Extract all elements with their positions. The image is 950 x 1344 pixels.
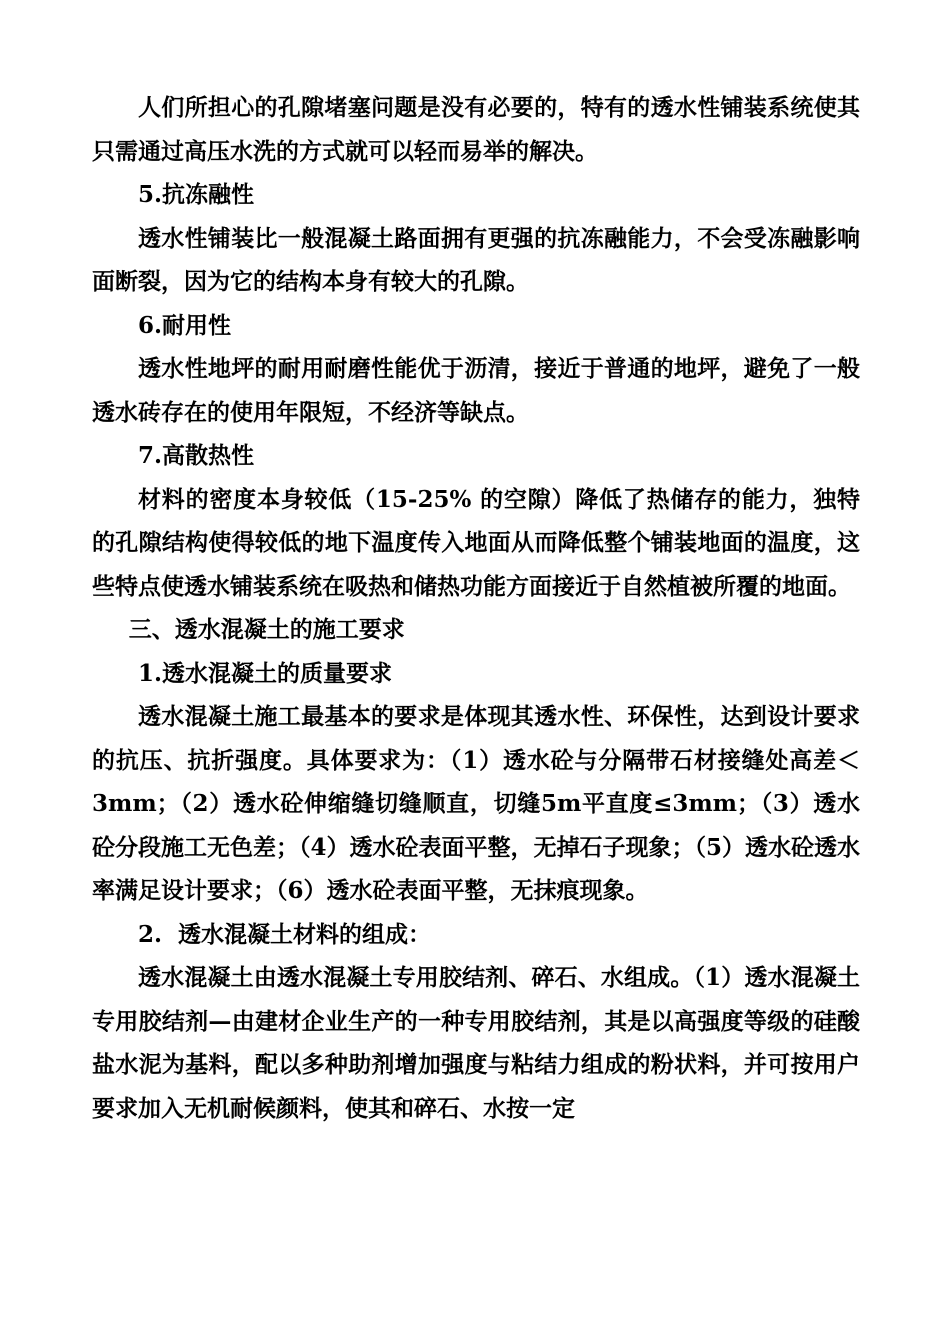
paragraph-durability: 透水性地坪的耐用耐磨性能优于沥清，接近于普通的地坪，避免了一般透水砖存在的使用年限短，不经济等缺点。 — [92, 355, 860, 426]
paragraph-material-composition: 透水混凝土由透水混凝土专用胶结剂、碎石、水组成。（1）透水混凝土专用胶结剂—由建材企业生产的一种专用胶结剂，其是以高强度等级的硅酸盐水泥为基料，配以多种助剂增加强度与粘结力组成的粉状料，并可按用户要求加入无机耐候颜料，使其和碎石、水按一定 — [92, 964, 860, 1122]
heading-material-composition: 2. 透水混凝土材料的组成： — [138, 920, 432, 948]
paragraph-freeze-thaw: 透水性铺装比一般混凝土路面拥有更强的抗冻融能力，不会受冻融影响面断裂，因为它的结构本身有较大的孔隙。 — [92, 224, 860, 295]
heading-freeze-thaw: 5.抗冻融性 — [138, 181, 255, 208]
document-body — [92, 86, 860, 1130]
heading-quality-requirements: 1.透水混凝土的质量要求 — [138, 659, 393, 687]
paragraph-pore-clogging: 人们所担心的孔隙堵塞问题是没有必要的，特有的透水性铺装系统使其只需通过高压水洗的方式就可以轻而易举的解决。 — [92, 94, 860, 165]
paragraph-heat-dissipation: 材料的密度本身较低（15-25% 的空隙）降低了热储存的能力，独特的孔隙结构使得较低的地下温度传入地面从而降低整个铺装地面的温度，这些特点使透水铺装系统在吸热和储热功能方面接近于自然植被所覆的地面。 — [92, 485, 860, 600]
section-title-construction-requirements: 三、透水混凝土的施工要求 — [128, 616, 405, 643]
heading-durability: 6.耐用性 — [138, 311, 232, 339]
paragraph-quality-requirements: 透水混凝土施工最基本的要求是体现其透水性、环保性，达到设计要求的抗压、抗折强度。具体要求为：（1）透水砼与分隔带石材接缝处高差＜3mm；（2）透水砼伸缩缝切缝顺直，切缝5m平直度≤3mm；（3）透水砼分段施工无色差；（4）透水砼表面平整，无掉石子现象；（5）透水砼透水率满足设计要求；（6）透水砼表面平整，无抹痕现象。 — [92, 703, 861, 904]
heading-heat-dissipation: 7.高散热性 — [138, 442, 255, 469]
